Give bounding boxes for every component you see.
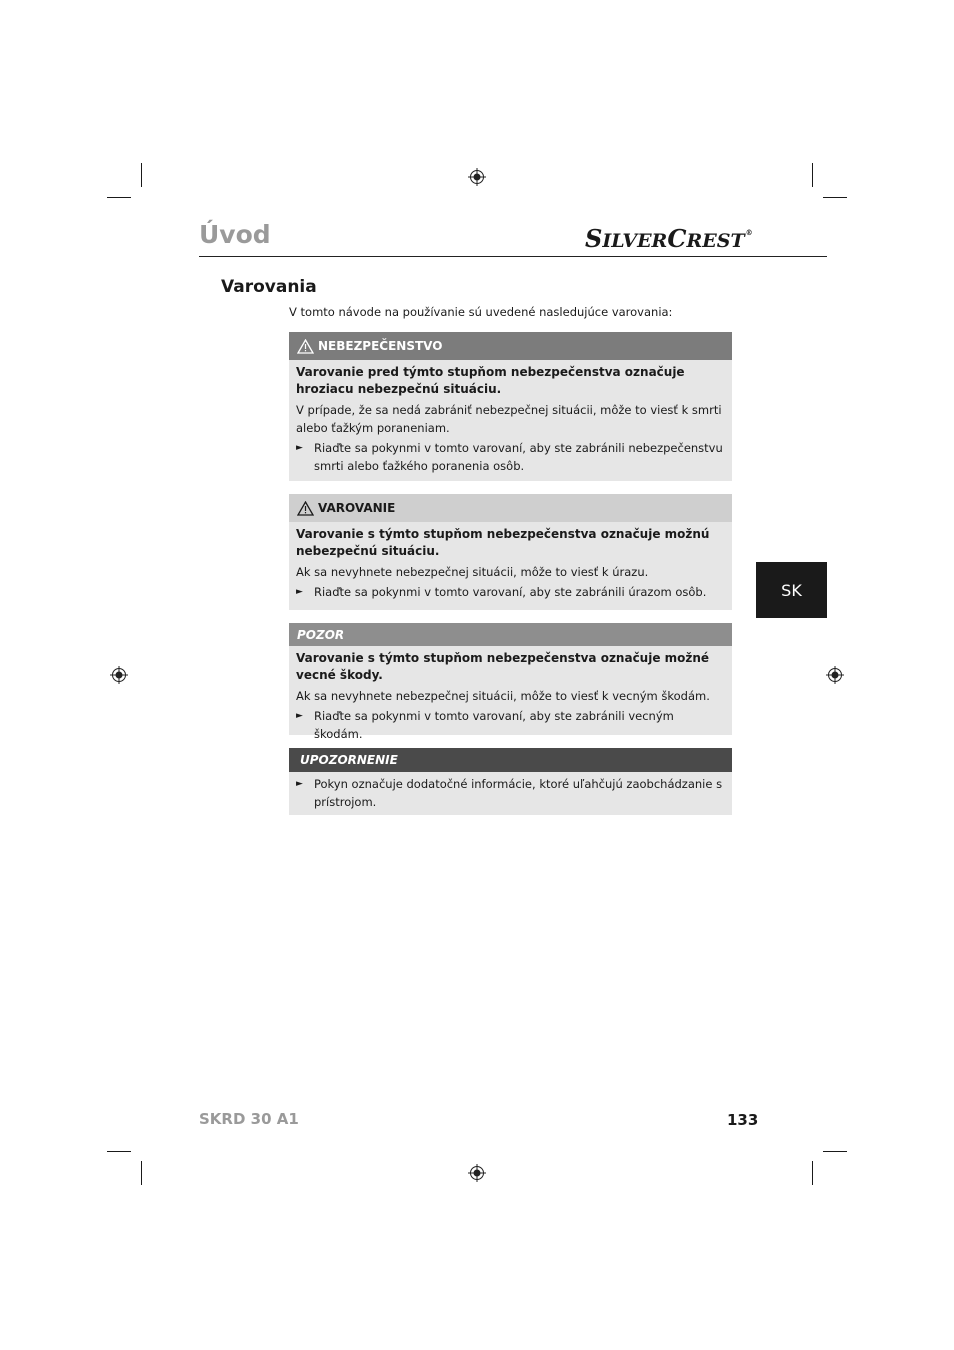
warning-bullet-text: Riaďte sa pokynmi v tomto varovaní, aby ste zabránili nebezpečenstvu smrti alebo ťažkého poranenia osôb. — [314, 441, 723, 473]
language-tab: SK — [756, 562, 827, 618]
warning-text: V prípade, že sa nedá zabrániť nebezpečnej situácii, môže to viesť k smrti alebo ťažkým poraneniam. — [296, 403, 722, 435]
crop-mark — [812, 163, 813, 187]
warning-triangle-icon — [297, 501, 314, 516]
registration-mark-icon — [110, 666, 128, 684]
note-box — [289, 748, 732, 815]
warning-bullet — [296, 707, 724, 743]
note-box-header — [289, 748, 732, 772]
warning-lead: Varovanie s týmto stupňom nebezpečenstva označuje možnú nebezpečnú situáciu. — [296, 527, 710, 558]
crop-mark — [141, 1161, 142, 1185]
warning-triangle-icon — [297, 339, 314, 354]
warning-box-header — [289, 623, 732, 646]
warning-lead: Varovanie s týmto stupňom nebezpečenstva označuje možné vecné škody. — [296, 651, 710, 682]
warning-bullet — [296, 583, 724, 601]
warning-box-caution — [289, 623, 732, 741]
crop-mark — [141, 163, 142, 187]
crop-mark — [823, 197, 847, 198]
section-intro: V tomto návode na používanie sú uvedené nasledujúce varovania: — [289, 305, 673, 319]
bullet-arrow-icon: ► — [296, 779, 303, 789]
header-rule — [199, 256, 827, 257]
warning-label: VAROVANIE — [318, 501, 396, 515]
warning-bullet-text: Riaďte sa pokynmi v tomto varovaní, aby ste zabránili vecným škodám. — [314, 709, 674, 741]
warning-label: POZOR — [297, 627, 345, 642]
registration-mark-icon — [468, 168, 486, 186]
footer-model: SKRD 30 A1 — [199, 1110, 299, 1128]
warning-box-warning — [289, 494, 732, 610]
section-title: Varovania — [221, 277, 317, 297]
crop-mark — [812, 1161, 813, 1185]
warning-text: Ak sa nevyhnete nebezpečnej situácii, môže to viesť k vecným škodám. — [296, 689, 710, 703]
crop-mark — [107, 197, 131, 198]
warning-box-header — [289, 494, 732, 522]
warning-box-header — [289, 332, 732, 360]
note-bullet — [296, 775, 724, 811]
warning-bullet — [296, 439, 724, 475]
warning-box-danger — [289, 332, 732, 481]
warning-lead: Varovanie pred týmto stupňom nebezpečenstva označuje hroziacu nebezpečnú situáciu. — [296, 365, 685, 396]
note-label: UPOZORNENIE — [300, 753, 398, 767]
brand-logo: SILVERCREST® — [585, 224, 753, 253]
warning-label: NEBEZPEČENSTVO — [318, 339, 443, 353]
bullet-arrow-icon: ► — [296, 711, 303, 721]
page-number: 133 — [727, 1111, 759, 1129]
bullet-arrow-icon: ► — [296, 587, 303, 597]
page-header-title: Úvod — [199, 220, 271, 249]
bullet-arrow-icon: ► — [296, 443, 303, 453]
crop-mark — [107, 1151, 131, 1152]
note-bullet-text: Pokyn označuje dodatočné informácie, ktoré uľahčujú zaobchádzanie s prístrojom. — [314, 777, 723, 809]
warning-bullet-text: Riaďte sa pokynmi v tomto varovaní, aby ste zabránili úrazom osôb. — [314, 585, 707, 599]
registration-mark-icon — [468, 1164, 486, 1182]
crop-mark — [823, 1151, 847, 1152]
registration-mark-icon — [826, 666, 844, 684]
warning-text: Ak sa nevyhnete nebezpečnej situácii, môže to viesť k úrazu. — [296, 565, 649, 579]
